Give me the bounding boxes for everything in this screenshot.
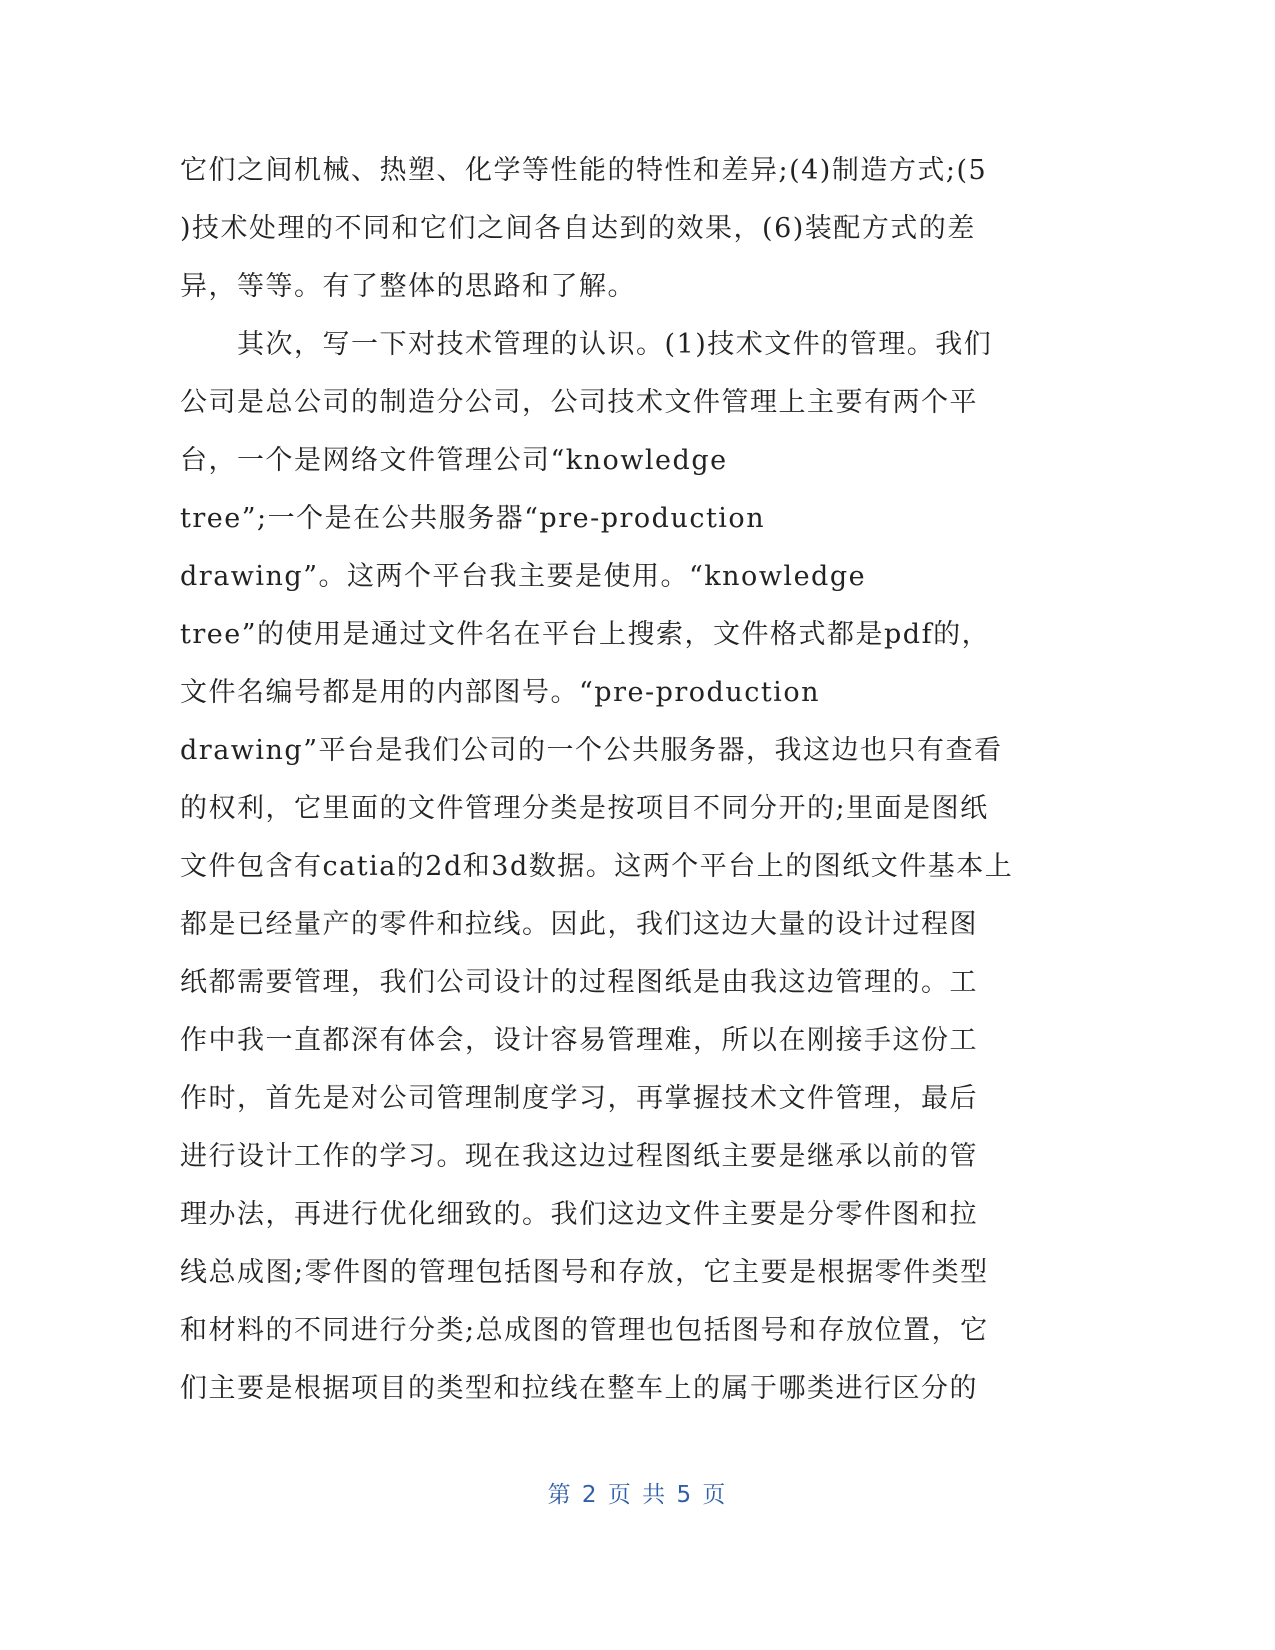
text-line: 纸都需要管理，我们公司设计的过程图纸是由我这边管理的。工 bbox=[180, 967, 978, 998]
text-line: 它们之间机械、热塑、化学等性能的特性和差异;(4)制造方式;(5 bbox=[180, 155, 988, 186]
text-line: 公司是总公司的制造分公司，公司技术文件管理上主要有两个平 bbox=[180, 387, 978, 418]
text-line: 们主要是根据项目的类型和拉线在整车上的属于哪类进行区分的 bbox=[180, 1373, 978, 1404]
text-line: tree”的使用是通过文件名在平台上搜索，文件格式都是pdf的， bbox=[180, 619, 991, 650]
text-line: 异，等等。有了整体的思路和了解。 bbox=[180, 271, 636, 302]
text-line: 其次，写一下对技术管理的认识。(1)技术文件的管理。我们 bbox=[180, 329, 993, 360]
text-line: 文件包含有catia的2d和3d数据。这两个平台上的图纸文件基本上 bbox=[180, 851, 1014, 882]
text-line: 台，一个是网络文件管理公司“knowledge bbox=[180, 445, 728, 476]
text-line: 和材料的不同进行分类;总成图的管理也包括图号和存放位置，它 bbox=[180, 1315, 989, 1346]
text-line: 作中我一直都深有体会，设计容易管理难，所以在刚接手这份工 bbox=[180, 1025, 978, 1056]
page-footer bbox=[0, 1476, 1275, 1509]
text-line: drawing”。这两个平台我主要是使用。“knowledge bbox=[180, 561, 867, 592]
text-line: 的权利，它里面的文件管理分类是按项目不同分开的;里面是图纸 bbox=[180, 793, 989, 824]
text-line: 理办法，再进行优化细致的。我们这边文件主要是分零件图和拉 bbox=[180, 1199, 978, 1230]
body-text bbox=[180, 142, 1040, 1418]
page-number-label: 第 2 页 共 5 页 bbox=[547, 1482, 728, 1508]
text-line: tree”;一个是在公共服务器“pre-production bbox=[180, 503, 766, 534]
text-line: 文件名编号都是用的内部图号。“pre-production bbox=[180, 677, 820, 708]
text-line: 都是已经量产的零件和拉线。因此，我们这边大量的设计过程图 bbox=[180, 909, 978, 940]
text-line: 线总成图;零件图的管理包括图号和存放，它主要是根据零件类型 bbox=[180, 1257, 989, 1288]
text-line: 作时，首先是对公司管理制度学习，再掌握技术文件管理，最后 bbox=[180, 1083, 978, 1114]
text-line: 进行设计工作的学习。现在我这边过程图纸主要是继承以前的管 bbox=[180, 1141, 978, 1172]
text-line: )技术处理的不同和它们之间各自达到的效果，(6)装配方式的差 bbox=[180, 213, 976, 244]
text-line: drawing”平台是我们公司的一个公共服务器，我这边也只有查看 bbox=[180, 735, 1003, 766]
